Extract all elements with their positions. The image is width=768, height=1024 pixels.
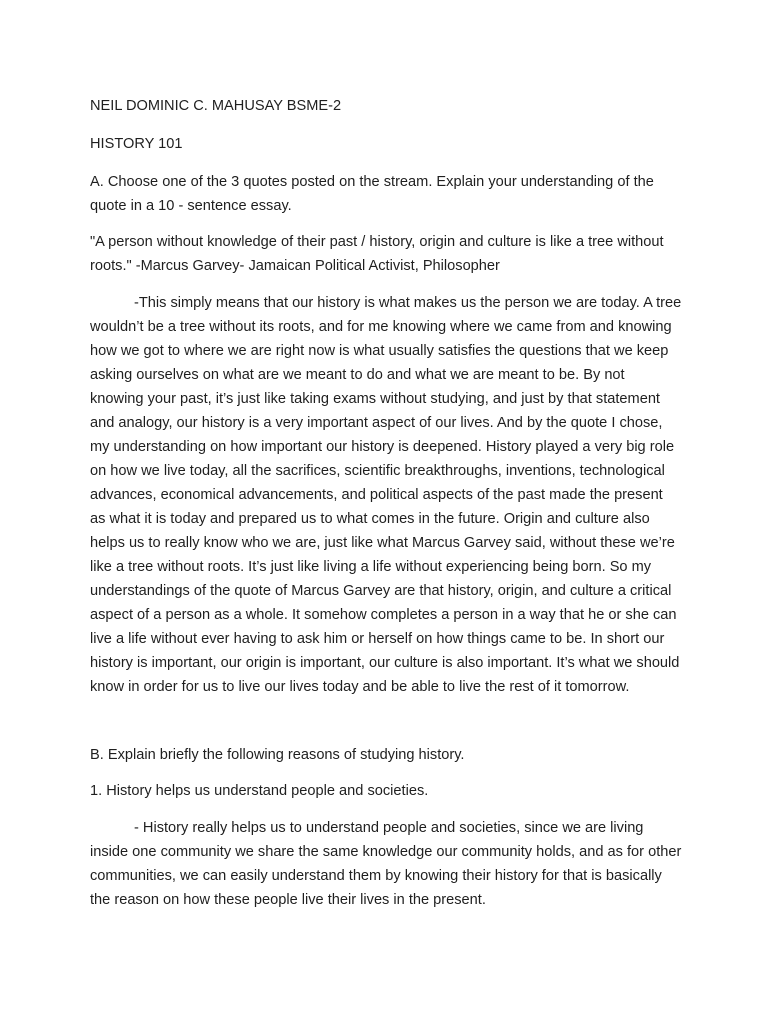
course-title: HISTORY 101 — [90, 136, 183, 152]
student-name-line: NEIL DOMINIC C. MAHUSAY BSME-2 — [90, 98, 342, 114]
section-a-answer: -This simply means that our history is what makes us the person we are today. A tree wouldn’t be a tree without its roots, and for me knowing where we came from and knowing how we got to where we are right now is what usually satisfies the questions that we keep asking ourselves on what are we meant to do and what we are meant to be. By not knowing your past, it’s just like taking exams without studying, and just by that statement and analogy, our history is a very important aspect of our lives. And by the quote I chose, my understanding on how important our history is deepened. History played a very big role on how we live today, all the sacrifices, scientific breakthroughs, inventions, technological advances, economical advancements, and political aspects of the past made the present as what it is today and prepared us to what comes in the future. Origin and culture also helps us to really know who we are, just like what Marcus Garvey said, without these we’re like a tree without roots. It’s just like living a life without experiencing being born. So my understandings of the quote of Marcus Garvey are that history, origin, and culture a critical aspect of a person as a whole. It somehow completes a person in a way that he or she can live a life without ever having to ask him or herself on how things came to be. In short our history is important, our origin is important, our culture is also important. It’s what we should know in order for us to live our lives today and be able to live the rest of it tomorrow. — [90, 295, 682, 695]
section-b-item-1-title: 1. History helps us understand people and societies. — [90, 783, 429, 799]
section-b-item-1-answer: - History really helps us to understand people and societies, since we are living inside one community we share the same knowledge our community holds, and as for other communities, we can easily understand them by knowing their history for that is basically the reason on how these people live their lives in the present. — [90, 820, 682, 908]
section-a-question: A. Choose one of the 3 quotes posted on the stream. Explain your understanding of the quote in a 10 - sentence essay. — [90, 174, 654, 214]
selected-quote: "A person without knowledge of their past / history, origin and culture is like a tree without roots." -Marcus Garvey- Jamaican Political Activist, Philosopher — [90, 234, 664, 274]
document-content — [90, 94, 682, 912]
section-b-question: B. Explain briefly the following reasons of studying history. — [90, 747, 465, 763]
